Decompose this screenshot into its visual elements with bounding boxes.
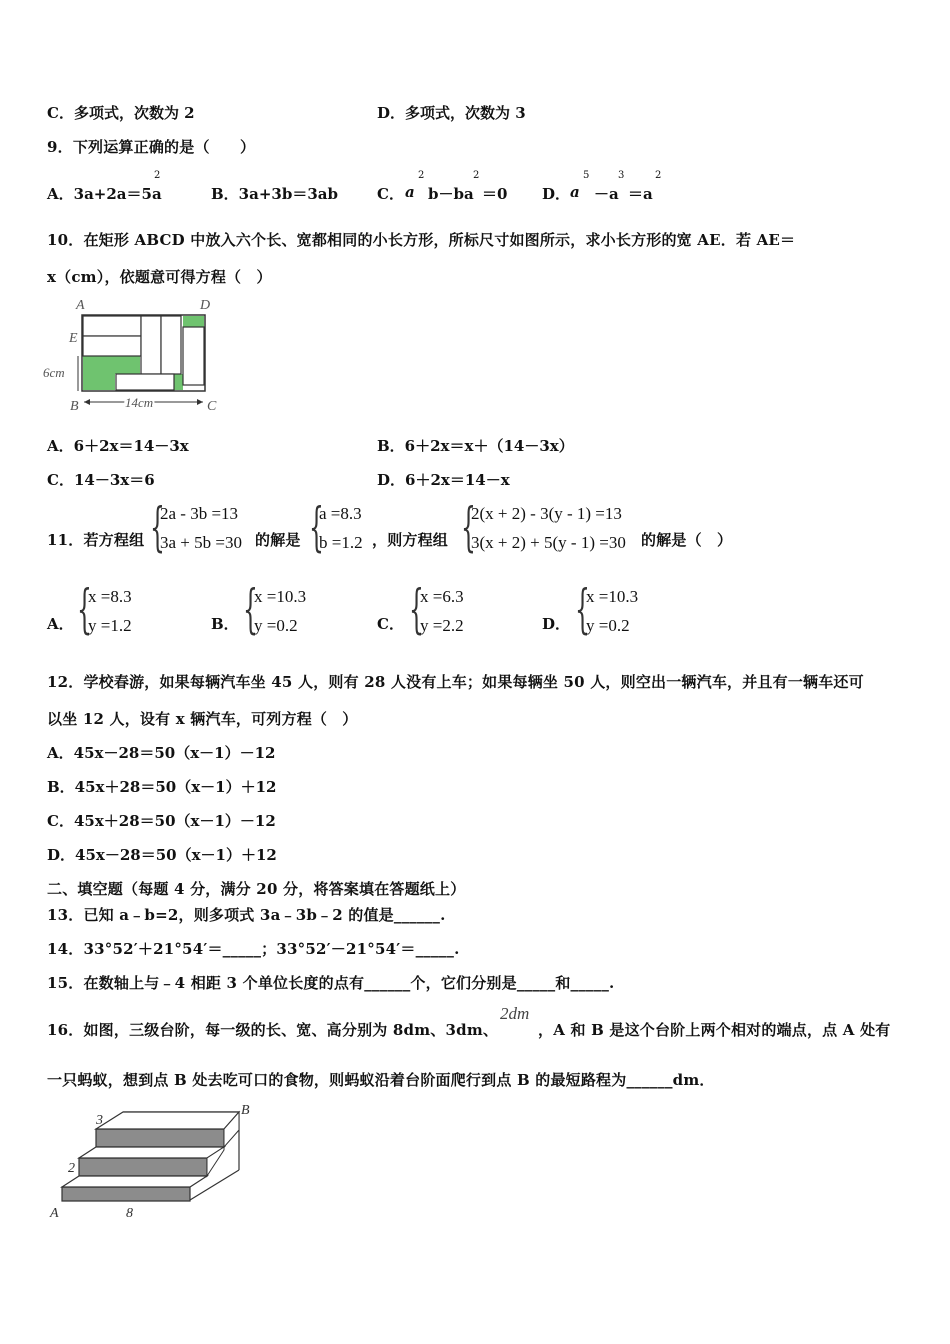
small-rect-1 [83,316,141,336]
step-1-riser [62,1187,190,1201]
label-b: B [241,1103,250,1118]
q9-option-a-exponent: 2 [154,170,161,181]
q11-system1-row1: 2a - 3b =13 [160,504,239,523]
section-2-heading: 二、填空题（每题 4 分，满分 20 分，将答案填在答题纸上） [47,880,466,898]
q10-option-c: C．14－3x＝6 [47,471,155,489]
q10-stem-line2: x（cm），依题意可得方程（ ） [47,268,272,286]
q9-option-c [377,183,404,204]
q9-option-d-minus: －a [594,185,619,203]
q12-option-d: D．45x－28＝50（x－1）＋12 [47,846,277,864]
q11-solution-brace: { [309,498,324,558]
step-3-tread [96,1112,239,1129]
q9-option-a [47,183,162,204]
q12-stem-line1: 12．学校春游，如果每辆汽车坐 45 人，则有 28 人没有上车；如果每辆坐 50 人，则空出一辆汽车，并且有一辆车还可 [47,673,864,691]
q9-option-c-mid-exponent: 2 [473,170,480,181]
q12-option-a: A．45x－28＝50（x－1）－12 [47,744,276,762]
q11-mid1: 的解是 [255,531,301,549]
q14-text: 14．33°52′＋21°54′＝_____；33°52′－21°54′＝_____. [47,940,460,958]
label-height: 6cm [43,365,65,380]
label-a: A [50,1206,59,1221]
q9-option-d-exponent-1: 5 [583,170,590,181]
label-2: 2 [68,1161,75,1176]
q11-option-c-row1: x =6.3 [420,587,464,606]
label-e: E [69,331,78,346]
q9-option-d-a1: a [570,183,580,201]
step-2-riser [79,1158,207,1176]
q8-option-c: C．多项式，次数为 2 [47,104,195,122]
q11-mid2: ，则方程组 [372,531,449,549]
q9-option-b: B．3a+3b＝3ab [211,185,338,203]
q16-line1-part1: 16．如图，三级台阶，每一级的长、宽、高分别为 8dm、3dm、 [47,1021,499,1039]
q11-option-b-label: B． [211,615,239,633]
step-1-tread [62,1176,207,1187]
small-rect-5 [183,327,204,385]
q9-option-c-label: C． [377,185,404,203]
q11-system2-row2: 3(x + 2) + 5(y - 1) =30 [471,533,626,552]
q9-option-a-text: A．3a+2a＝5a [47,185,162,203]
q9-option-d-eq: ＝a [628,185,653,203]
q12-stem-line2: 以坐 12 人，设有 x 辆汽车，可列方程（ ） [47,710,358,728]
q11-option-a-row2: y =1.2 [88,616,132,635]
q10-option-d: D．6＋2x＝14－x [377,471,510,489]
q16-line1-part2: ，A 和 B 是这个台阶上两个相对的端点，点 A 处有 [538,1021,891,1039]
q11-solution-row1: a =8.3 [319,504,362,523]
q16-staircase-figure [44,1100,264,1225]
q16-line2: 一只蚂蚁，想到点 B 处去吃可口的食物，则蚂蚁沿着台阶面爬行到点 B 的最短路程为______dm． [47,1071,715,1089]
shaded-region-bottom-right [174,374,183,390]
q9-option-c-end: ＝0 [482,185,508,203]
label-width: 14cm [125,395,154,410]
label-a: A [76,298,85,313]
step-2-tread [79,1147,224,1158]
q11-option-c-label: C． [377,615,404,633]
label-8: 8 [126,1206,133,1221]
q11-option-d-label: D． [542,615,571,633]
q9-option-d-label: D． [542,185,571,203]
q9-option-c-a: a [405,183,415,201]
q11-option-b-brace: { [243,580,258,640]
q13-text: 13．已知 a﹣b=2，则多项式 3a﹣3b﹣2 的值是______. [47,906,446,924]
q11-option-a-brace: { [77,580,92,640]
q9-stem: 9．下列运算正确的是（ ） [47,138,256,156]
q11-option-d-row1: x =10.3 [586,587,639,606]
q10-option-b: B．6＋2x＝x＋（14－3x） [377,437,574,455]
q11-option-b-row1: x =10.3 [254,587,307,606]
q11-prefix: 11．若方程组 [47,531,145,549]
q11-option-a-row1: x =8.3 [88,587,132,606]
label-d: D [200,298,211,313]
small-rect-2 [83,336,141,356]
q9-option-c-a-exponent: 2 [418,170,425,181]
q12-option-c: C．45x＋28＝50（x－1）－12 [47,812,276,830]
q11-suffix: 的解是（ ） [641,531,733,549]
q9-option-d [542,183,570,204]
label-c: C [207,399,217,414]
shaded-region-top-right [183,316,204,327]
small-rect-4 [161,316,181,374]
q8-option-d: D．多项式，次数为 3 [377,104,526,122]
small-rect-3 [141,316,161,374]
width-arrow-right [197,399,203,405]
q11-system2-row1: 2(x + 2) - 3(y - 1) =13 [471,504,622,523]
q10-option-a: A．6＋2x＝14－3x [47,437,189,455]
q11-solution-row2: b =1.2 [319,533,363,552]
width-arrow-left [84,399,90,405]
q11-option-d-brace: { [575,580,590,640]
q9-option-d-exponent-2: 3 [618,170,625,181]
q10-stem-line1: 10．在矩形 ABCD 中放入六个长、宽都相同的小长方形，所标尺寸如图所示，求小长方形的宽 AE．若 AE＝ [47,231,796,249]
q9-option-d-exponent-3: 2 [655,170,662,181]
q11-option-c-row2: y =2.2 [420,616,464,635]
q11-option-c-brace: { [409,580,424,640]
small-rect-6 [116,374,174,390]
q10-rectangle-figure [40,295,230,420]
q11-option-d-row2: y =0.2 [586,616,630,635]
q12-option-b: B．45x＋28＝50（x－1）＋12 [47,778,277,796]
q15-text: 15．在数轴上与﹣4 相距 3 个单位长度的点有______个，它们分别是_____和_____. [47,974,615,992]
step-3-riser [96,1129,224,1147]
q11-system2-brace: { [461,498,476,558]
label-3: 3 [96,1113,103,1128]
q11-option-b-row2: y =0.2 [254,616,298,635]
label-b: B [70,399,79,414]
q16-fraction-value: 2dm [500,1004,530,1023]
q11-option-a-label: A． [47,615,74,633]
q9-option-c-mid: b－ba [428,185,474,203]
q11-system1-brace: { [150,498,165,558]
q11-system1-row2: 3a + 5b =30 [160,533,242,552]
